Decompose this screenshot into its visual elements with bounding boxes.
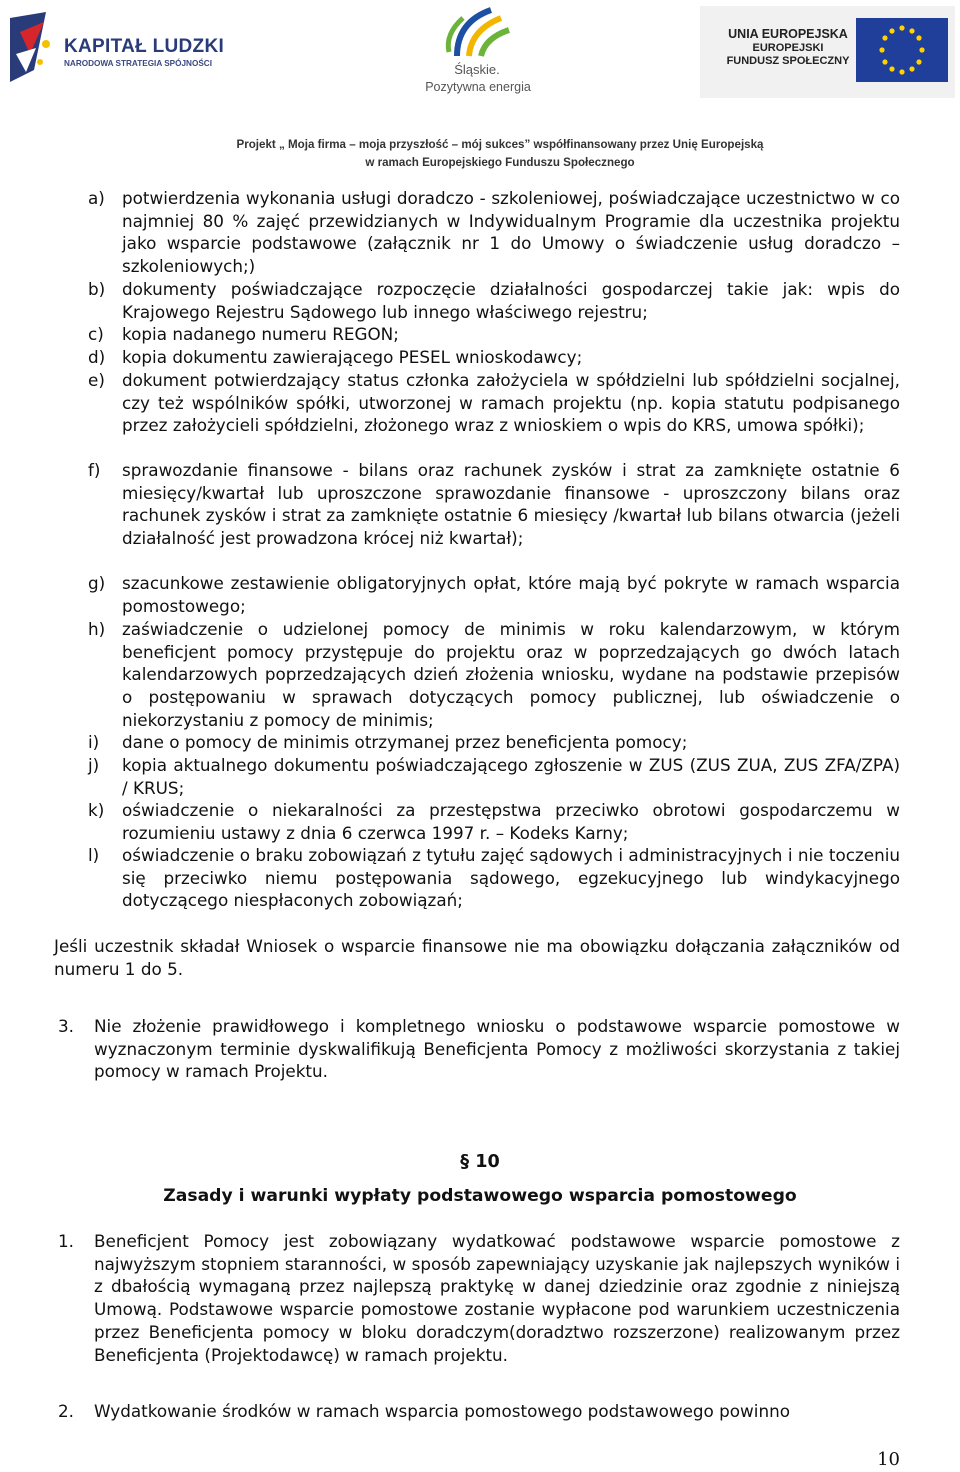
numbered-point	[58, 1230, 900, 1366]
slaskie-name: Śląskie.	[454, 62, 500, 77]
list-item-label: j)	[88, 755, 100, 775]
project-line-1: Projekt „ Moja firma – moja przyszłość – mój sukces” współfinansowany przez Unię Europejską	[236, 138, 764, 151]
list-item	[88, 323, 900, 346]
list-item	[88, 731, 900, 754]
list-item	[88, 278, 900, 323]
list-item-label: k)	[88, 800, 105, 820]
list-item-text: szacunkowe zestawienie obligatoryjnych opłat, które mają być pokryte w ramach wsparcia pomostowego;	[122, 573, 900, 616]
list-item-text: oświadczenie o braku zobowiązań z tytułu zajęć sądowych i administracyjnych i nie toczeniu się przeciwko niemu postępowania sądowego, egzekucyjnego lub windykacyjnego dotyczącego niespłaconych zobowiązań;	[122, 845, 900, 911]
numbered-point-label: 1.	[58, 1231, 75, 1251]
page-number: 10	[877, 1449, 900, 1470]
list-item	[88, 844, 900, 912]
list-item	[88, 754, 900, 799]
list-item-label: c)	[88, 324, 104, 344]
list-item-text: dokumenty poświadczające rozpoczęcie działalności gospodarczej takie jak: wpis do Krajowego Rejestru Sądowego lub innego właściwego rejestru;	[122, 279, 900, 322]
list-item-label: l)	[88, 845, 100, 865]
list-item	[88, 572, 900, 617]
eu-line-2: EUROPEJSKI	[752, 41, 824, 54]
list-item-label: d)	[88, 347, 106, 367]
slaskie-tagline: Pozytywna energia	[425, 80, 531, 94]
list-item-text: sprawozdanie finansowe - bilans oraz rachunek zysków i strat za zamknięte ostatnie 6 miesięcy/kwartał lub uproszczone sprawozdanie finansowe - uproszczony bilans oraz rachunek zysków i strat za zamknięte ostatnie 6 miesięcy /kwartał lub bilans otwarcia (jeżeli działalność jest prowadzona krócej niż kwartał);	[122, 460, 900, 549]
list-item-text: oświadczenie o niekaralności za przestępstwa przeciwko obrotowi gospodarczemu w rozumieniu ustawy z dnia 6 czerwca 1997 r. – Kodeks Karny;	[122, 800, 900, 843]
kapital-ludzki-subtitle: NARODOWA STRATEGIA SPÓJNOŚCI	[64, 59, 212, 68]
list-item	[88, 369, 900, 437]
numbered-point-label: 2.	[58, 1401, 75, 1421]
numbered-point-label: 3.	[58, 1016, 75, 1036]
eu-line-1: UNIA EUROPEJSKA	[728, 27, 848, 41]
numbered-point	[58, 1015, 900, 1083]
list-item-text: kopia dokumentu zawierającego PESEL wnioskodawcy;	[122, 347, 583, 367]
list-item	[88, 618, 900, 732]
list-item-label: h)	[88, 619, 106, 639]
kapital-ludzki-title: KAPITAŁ LUDZKI	[64, 36, 225, 57]
list-item-text: potwierdzenia wykonania usługi doradczo - szkoleniowej, poświadczające uczestnictwo w co najmniej 80 % zajęć przewidzianych w Indywidualnym Programie dla uczestnika projektu jako wsparcie podstawowe (załącznik nr 1 do Umowy o świadczenie usług doradczo – szkoleniowych;)	[122, 188, 900, 277]
list-item-label: a)	[88, 188, 105, 208]
section-title: Zasady i warunki wypłaty podstawowego wsparcia pomostowego	[163, 1186, 797, 1206]
project-line-2: w ramach Europejskiego Funduszu Społecznego	[365, 155, 635, 169]
list-item-text: zaświadczenie o udzielonej pomocy de minimis w roku kalendarzowym, w którym beneficjent pomocy przystępuje do projektu oraz w poprzedzających go dwóch latach kalendarzowych poprzedzających dzień złożenia wniosku, wydane na podstawie przepisów o postępowaniu w sprawach dotyczących pomocy publicznej, lub oświadczenie o niekorzystaniu z pomocy de minimis;	[122, 619, 900, 730]
list-item-label: f)	[88, 460, 101, 480]
list-item-text: kopia aktualnego dokumentu poświadczającego zgłoszenie w ZUS (ZUS ZUA, ZUS ZFA/ZPA) / KRUS;	[122, 755, 900, 798]
eu-line-3: FUNDUSZ SPOŁECZNY	[726, 54, 850, 67]
list-item	[88, 187, 900, 278]
section-number: § 10	[460, 1152, 500, 1172]
attachments-note: Jeśli uczestnik składał Wniosek o wsparcie finansowe nie ma obowiązku dołączania załączników od numeru 1 do 5.	[54, 936, 900, 979]
numbered-point-text: Wydatkowanie środków w ramach wsparcia pomostowego podstawowego powinno	[94, 1401, 790, 1421]
list-item-label: e)	[88, 370, 105, 390]
list-item-label: i)	[88, 732, 100, 752]
numbered-point	[58, 1400, 900, 1423]
list-item-text: dokument potwierdzający status członka założyciela w spółdzielni lub spółdzielni socjalnej, czy też wspólników spółki, utworzonej w ramach projektu (np. kopia statutu podpisanego przez założycieli spółdzielni, złożonego wraz z wnioskiem o wpis do KRS, umowa spółki);	[122, 370, 900, 436]
list-item-label: g)	[88, 573, 106, 593]
list-item	[88, 799, 900, 844]
list-item	[88, 459, 900, 550]
numbered-point-text: Beneficjent Pomocy jest zobowiązany wydatkować podstawowe wsparcie pomostowe z najwyższym stopniem staranności, w sposób zapewniający uzyskanie jak najlepszych wyników i z dbałością wymaganą przez najlepszą praktykę w danej dziedzinie oraz zgodnie z niniejszą Umową. Podstawowe wsparcie pomostowe zostanie wypłacone pod warunkiem uczestniczenia przez Beneficjenta pomocy w bloku doradczym(doradztwo rozszerzone) realizowanym przez Beneficjenta (Projektodawcę) w ramach projektu.	[94, 1231, 900, 1365]
list-item-text: kopia nadanego numeru REGON;	[122, 324, 399, 344]
list-item	[88, 346, 900, 369]
list-item-text: dane o pomocy de minimis otrzymanej przez beneficjenta pomocy;	[122, 732, 688, 752]
list-item-label: b)	[88, 279, 106, 299]
numbered-point-text: Nie złożenie prawidłowego i kompletnego wniosku o podstawowe wsparcie pomostowe w wyznaczonym terminie dyskwalifikują Beneficjenta Pomocy z możliwości skorzystania z takiej pomocy w ramach Projektu.	[94, 1016, 900, 1082]
